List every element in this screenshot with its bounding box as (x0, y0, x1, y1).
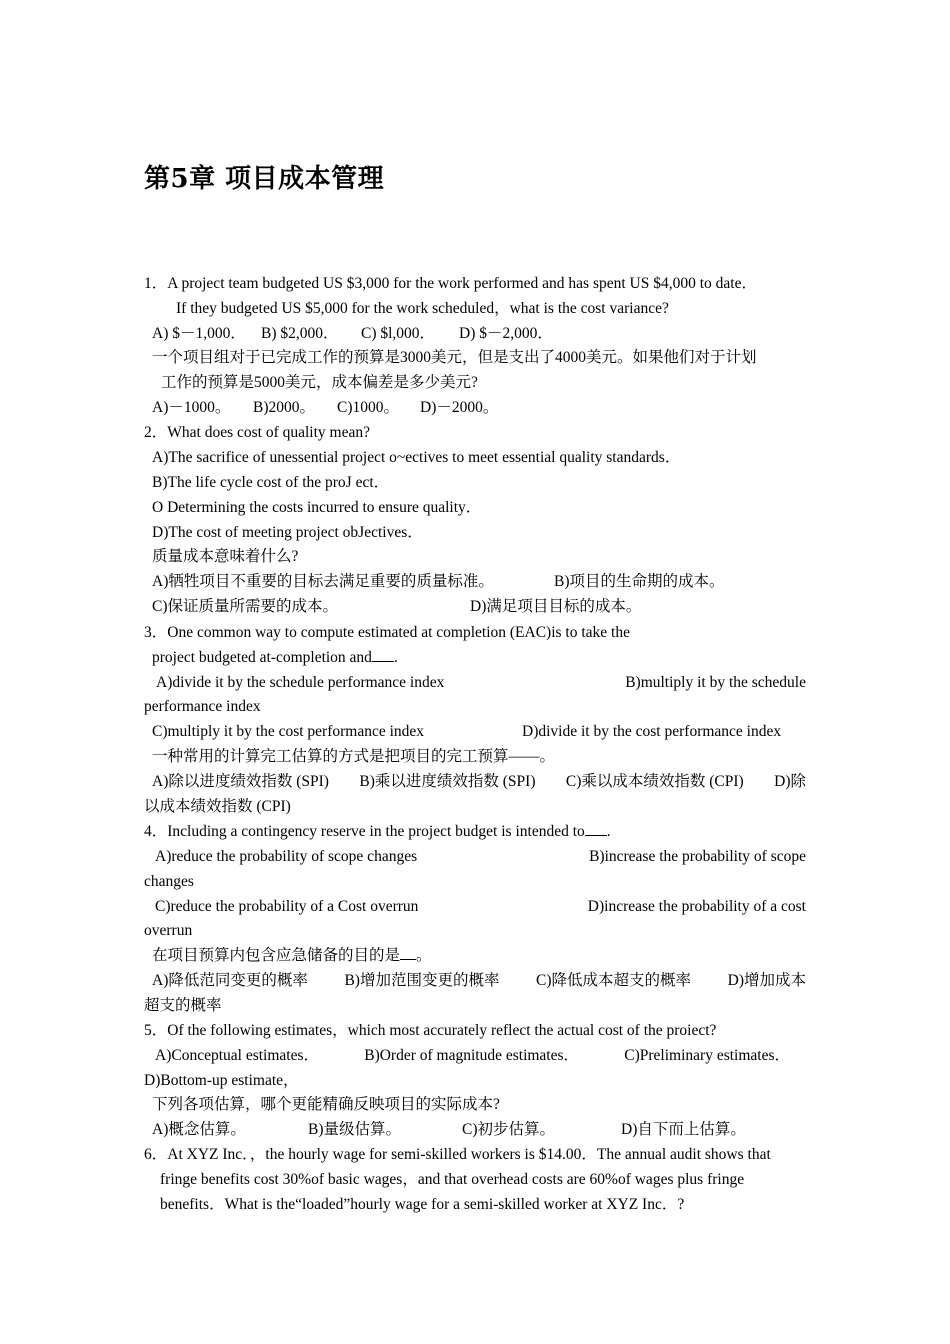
q1-option-c-zh: C)1000。 (337, 399, 400, 416)
q1-option-b-zh: B)2000。 (253, 399, 316, 416)
q1-question-zh-line-2: 工作的预算是5000美元，成本偏差是多少美元? (161, 374, 478, 391)
q3-option-a: A)divide it by the schedule performance index (156, 674, 445, 691)
q5-question: 5．Of the following estimates，which most accurately reflect the actual cost of the proiect? (144, 1022, 717, 1039)
q1-option-a-en: A) $－1,000． (152, 325, 246, 342)
q4-question-zh (152, 944, 432, 968)
q3-question-zh: 一种常用的计算完工估算的方式是把项目的完工预算——。 (152, 748, 556, 765)
q4-option-d-zh-part-2: 超支的概率 (144, 997, 222, 1014)
q3-option-d-zh-part-2: 以成本绩效指数 (CPI) (144, 798, 291, 815)
q4-option-d-part-1: D)increase the probability of a cost (587, 898, 806, 915)
q5-option-b-zh: B)量级估算。 (308, 1121, 402, 1138)
q4-option-d-part-2: overrun (144, 922, 193, 939)
q5-option-d-zh: D)自下而上估算。 (621, 1121, 746, 1138)
q5-option-c-zh: C)初步估算。 (462, 1121, 556, 1138)
q3-option-d-zh-part-1: D)除 (774, 773, 806, 790)
q4-options-ab-row (155, 845, 806, 869)
q3-option-d: D)divide it by the cost performance index (522, 723, 782, 740)
q2-option-a-zh: A)牺牲项目不重要的目标去满足重要的质量标准。 (152, 573, 494, 590)
q4-answer-blank-zh (400, 945, 416, 960)
q2-option-c-zh: C)保证质量所需要的成本。 (152, 598, 339, 615)
q4-option-a: A)reduce the probability of scope changes (155, 848, 418, 865)
q3-option-b-part-2: performance index (144, 698, 261, 715)
q5-option-b: B)Order of magnitude estimates． (364, 1047, 580, 1064)
q1-question-line-1: 1．A project team budgeted US $3,000 for the work performed and has spent US $4,000 to date． (144, 275, 757, 292)
q4-question-text: 4．Including a contingency reserve in the project budget is intended to (144, 823, 585, 840)
q5-options-abc-row (155, 1044, 790, 1068)
q6-question-line-1: 6．At XYZ Inc．，the hourly wage for semi-skilled workers is $14.00．The annual audit shows that (144, 1146, 771, 1163)
q1-option-b-en: B) $2,000． (261, 325, 339, 342)
q4-question (144, 820, 611, 844)
q3-option-a-zh: A)除以进度绩效指数 (SPI) (152, 773, 329, 790)
q3-option-c-zh: C)乘以成本绩效指数 (CPI) (565, 773, 744, 790)
q3-question-line-2 (152, 646, 398, 670)
q3-options-ab-row (156, 671, 806, 695)
q4-option-c-zh: C)降低成本超支的概率 (536, 972, 692, 989)
q3-question-text: project budgeted at-completion and (152, 649, 372, 666)
q4-question-zh-text: 在项目预算内包含应急储备的目的是 (152, 947, 401, 964)
q2-option-c: O Determining the costs incurred to ensure quality． (152, 499, 482, 516)
q4-question-zh-end: 。 (416, 947, 432, 964)
q5-question-zh: 下列各项估算，哪个更能精确反映项目的实际成本? (152, 1096, 500, 1113)
q1-option-c-en: C) $l,000． (361, 325, 436, 342)
q6-question-line-2: fringe benefits cost 30%of basic wages，and that overhead costs are 60%of wages plus fringe (160, 1171, 745, 1188)
q2-question: 2．What does cost of quality mean? (144, 424, 370, 441)
q3-question-line-1: 3．One common way to compute estimated at completion (EAC)is to take the (144, 624, 630, 641)
q2-option-a: A)The sacrifice of unessential project o~ectives to meet essential quality standards． (152, 449, 681, 466)
q5-option-a-zh: A)概念估算。 (152, 1121, 246, 1138)
q4-option-c: C)reduce the probability of a Cost overrun (155, 898, 419, 915)
q1-option-d-zh: D)－2000。 (420, 399, 499, 416)
q2-option-b: B)The life cycle cost of the proJ ect． (152, 474, 390, 491)
q4-option-b-zh: B)增加范围变更的概率 (344, 972, 500, 989)
q2-option-d-zh: D)满足项目目标的成本。 (470, 598, 642, 615)
chapter-title: 第5章 项目成本管理 (144, 164, 385, 194)
q3-option-b-zh: B)乘以进度绩效指数 (SPI) (359, 773, 536, 790)
q2-option-d: D)The cost of meeting project obJectives． (152, 524, 423, 541)
q1-question-zh-line-1: 一个项目组对于已完成工作的预算是3000美元，但是支出了4000美元。如果他们对于计划 (152, 349, 757, 366)
q2-question-zh: 质量成本意味着什么? (152, 548, 299, 565)
q2-option-b-zh: B)项目的生命期的成本。 (554, 573, 725, 590)
q5-option-a: A)Conceptual estimates． (155, 1047, 319, 1064)
q4-question-end: . (606, 823, 611, 840)
q6-question-line-3: benefits．What is the“loaded”hourly wage for a semi-skilled worker at XYZ Inc．? (160, 1196, 685, 1213)
q4-option-d-zh-part-1: D)增加成本 (727, 972, 806, 989)
q3-question-end: . (393, 649, 398, 666)
q5-option-d: D)Bottom-up estimate， (144, 1072, 299, 1089)
q4-option-b-part-2: changes (144, 873, 194, 890)
q1-question-line-2: If they budgeted US $5,000 for the work scheduled，what is the cost variance? (176, 300, 669, 317)
q4-option-b-part-1: B)increase the probability of scope (589, 848, 806, 865)
q4-option-a-zh: A)降低范同变更的概率 (152, 972, 308, 989)
q4-options-cd-row (155, 895, 806, 919)
q1-option-d-en: D) $－2,000． (459, 325, 553, 342)
q4-answer-blank (585, 821, 607, 836)
q5-option-c: C)Preliminary estimates． (624, 1047, 790, 1064)
q3-option-c: C)multiply it by the cost performance index (152, 723, 425, 740)
q1-option-a-zh: A)－1000。 (152, 399, 231, 416)
q3-options-zh-row (152, 770, 806, 794)
q4-options-zh-row (152, 969, 806, 993)
q3-option-b-part-1: B)multiply it by the schedule (625, 674, 806, 691)
q3-answer-blank (372, 647, 394, 662)
